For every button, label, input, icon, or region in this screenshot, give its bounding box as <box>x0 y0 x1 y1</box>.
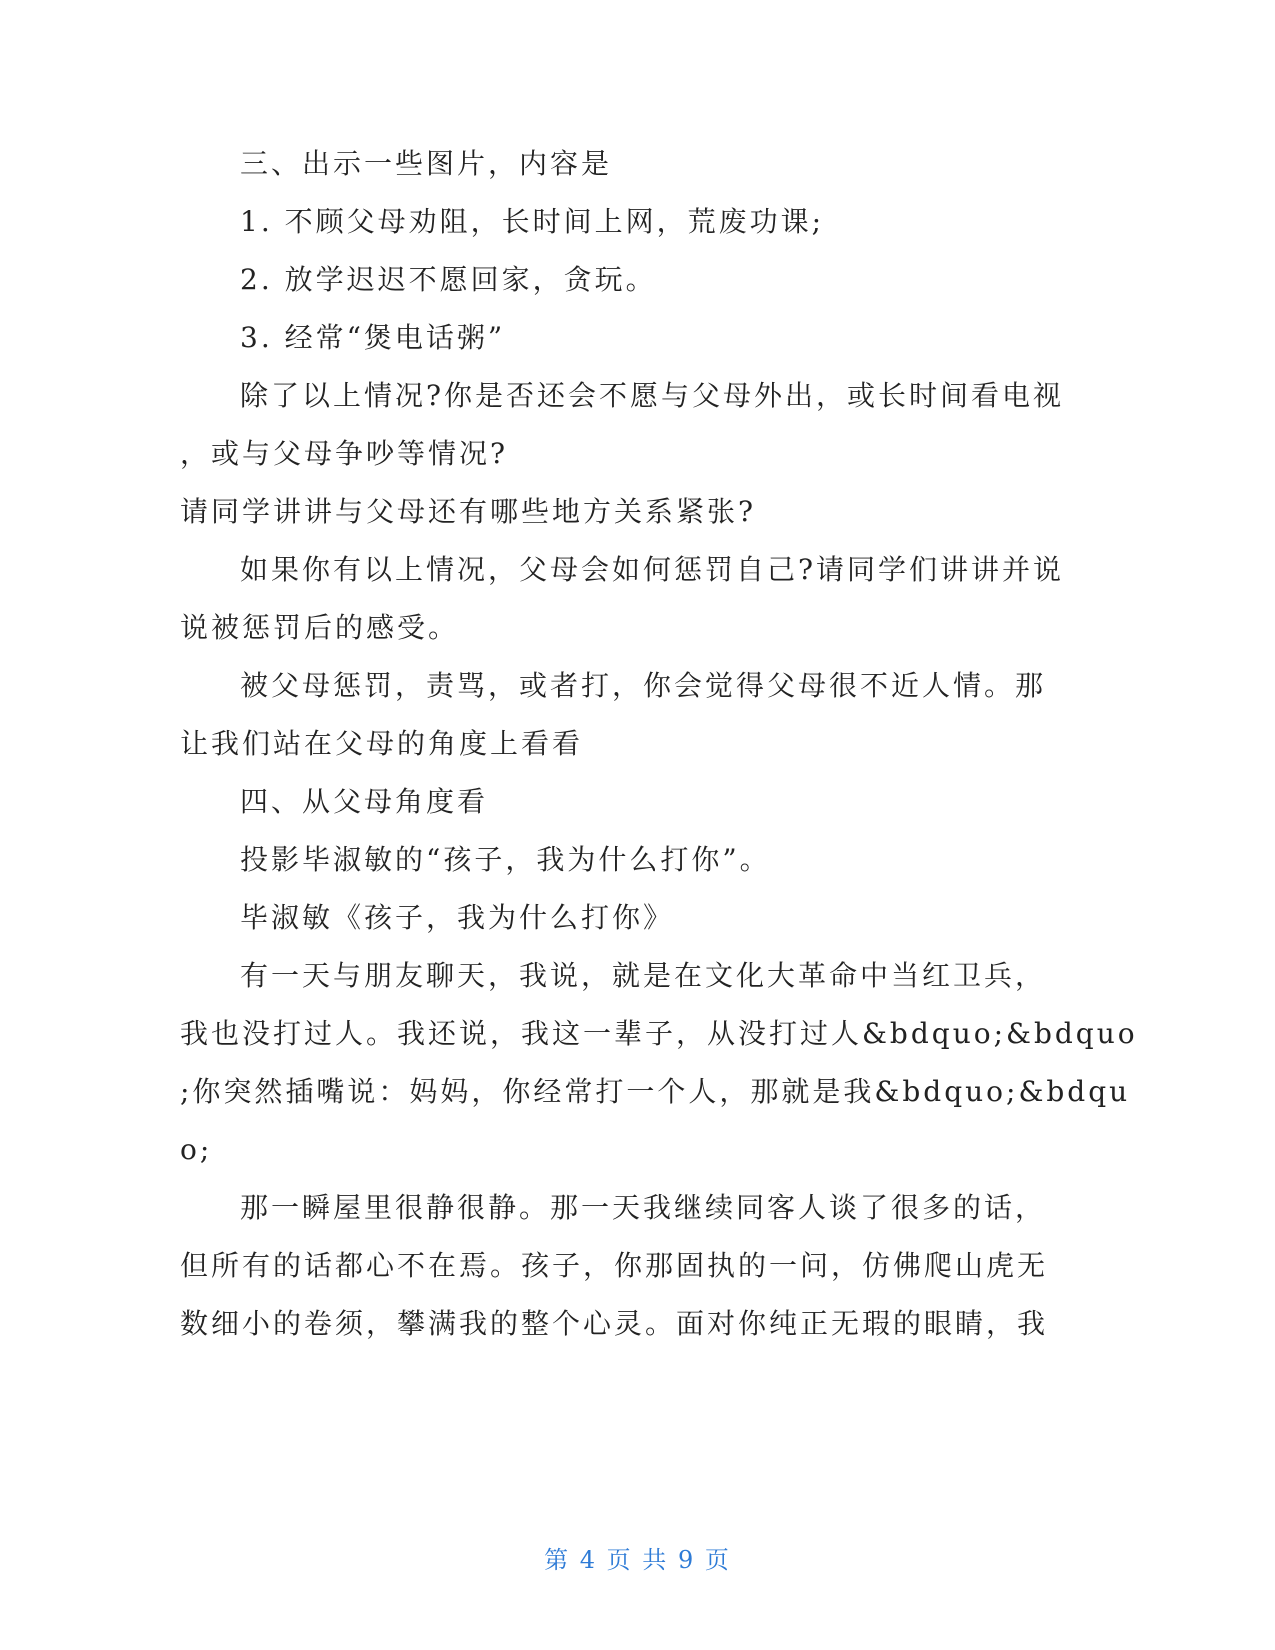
text-line: ;你突然插嘴说：妈妈，你经常打一个人，那就是我&bdquo;&bdqu <box>180 1075 1131 1108</box>
text-line: 3. 经常“煲电话粥” <box>240 321 506 354</box>
text-line: 有一天与朋友聊天，我说，就是在文化大革命中当红卫兵， <box>240 959 1047 992</box>
footer-prefix: 第 <box>544 1546 571 1574</box>
footer-total-pages: 9 <box>677 1546 696 1574</box>
text-line: 1. 不顾父母劝阻，长时间上网，荒废功课; <box>240 205 825 238</box>
text-line: 说被惩罚后的感受。 <box>180 611 460 644</box>
page-footer <box>0 1540 1275 1575</box>
text-line: 除了以上情况?你是否还会不愿与父母外出，或长时间看电视 <box>240 379 1065 412</box>
text-line: 三、出示一些图片，内容是 <box>240 147 613 180</box>
footer-current-page: 4 <box>579 1546 598 1574</box>
footer-suffix: 页 <box>704 1546 731 1574</box>
text-line: 请同学讲讲与父母还有哪些地方关系紧张? <box>180 495 757 528</box>
text-line: 但所有的话都心不在焉。孩子，你那固执的一问，仿佛爬山虎无 <box>180 1249 1049 1282</box>
text-line: 如果你有以上情况，父母会如何惩罚自己?请同学们讲讲并说 <box>240 553 1065 586</box>
footer-middle: 页 共 <box>606 1546 669 1574</box>
text-line: o; <box>180 1133 213 1166</box>
section-heading: 四、从父母角度看 <box>240 785 489 818</box>
article-title: 毕淑敏《孩子，我为什么打你》 <box>240 901 675 934</box>
text-line: 让我们站在父母的角度上看看 <box>180 727 584 760</box>
text-line: 投影毕淑敏的“孩子，我为什么打你”。 <box>240 843 771 876</box>
text-line: 2. 放学迟迟不愿回家，贪玩。 <box>240 263 657 296</box>
text-line: 被父母惩罚，责骂，或者打，你会觉得父母很不近人情。那 <box>240 669 1047 702</box>
text-line: 我也没打过人。我还说，我这一辈子，从没打过人&bdquo;&bdquo <box>180 1017 1138 1050</box>
text-line: ，或与父母争吵等情况? <box>180 437 509 470</box>
text-line: 数细小的卷须，攀满我的整个心灵。面对你纯正无瑕的眼睛，我 <box>180 1307 1049 1340</box>
text-line: 那一瞬屋里很静很静。那一天我继续同客人谈了很多的话， <box>240 1191 1047 1224</box>
